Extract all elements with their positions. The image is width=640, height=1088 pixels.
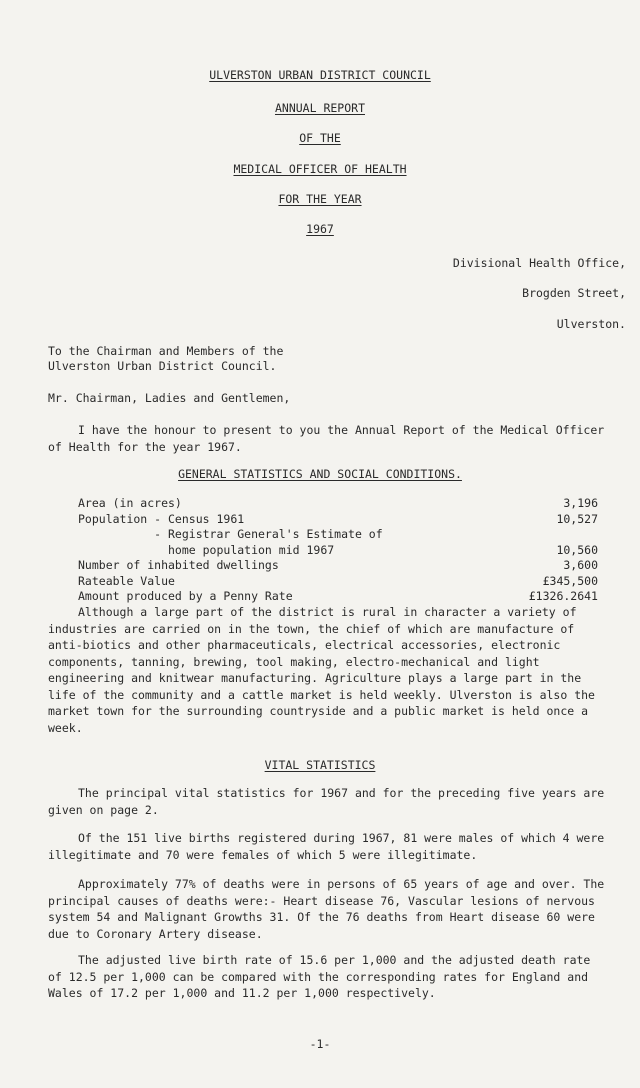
officer-title: MEDICAL OFFICER OF HEALTH <box>233 162 407 176</box>
for-the-year: FOR THE YEAR <box>278 192 362 206</box>
vital-statistics-heading: VITAL STATISTICS <box>264 758 376 772</box>
addressee-line-2: Ulverston Urban District Council. <box>48 359 277 373</box>
stat-row: Number of inhabited dwellings 3,600 <box>78 558 598 572</box>
general-statistics-table <box>78 496 598 605</box>
address-line-1: Divisional Health Office, <box>452 256 626 270</box>
vital-paragraph-4: The adjusted live birth rate of 15.6 per 1,000 and the adjusted death rate of 12.5 per 1,000 can be compared with the corresponding rates for England and Wales of 17.2 per 1,000 and 11.2 per 1,000 respectively. <box>48 953 591 1000</box>
stat-row: - Registrar General's Estimate of <box>78 527 383 541</box>
report-year: 1967 <box>306 222 334 236</box>
council-title: ULVERSTON URBAN DISTRICT COUNCIL <box>209 68 431 82</box>
address-line-3: Ulverston. <box>556 317 626 331</box>
stat-row: home population mid 1967 10,560 <box>78 542 598 557</box>
addressee-line-1: To the Chairman and Members of the <box>48 344 284 358</box>
vital-paragraph-1: The principal vital statistics for 1967 and for the preceding five years are given on page 2. <box>48 786 605 817</box>
vital-paragraph-2: Of the 151 live births registered during 1967, 81 were males of which 4 were illegitimate and 70 were females of which 5 were illegitimate. <box>48 831 605 862</box>
greeting: Mr. Chairman, Ladies and Gentlemen, <box>48 391 291 405</box>
stat-row: Amount produced by a Penny Rate £1326.2641 <box>78 589 598 603</box>
report-title: ANNUAL REPORT <box>274 101 365 115</box>
social-conditions-paragraph: Although a large part of the district is rural in character a variety of industries are carried on in the town, the chief of which are manufacture of anti-biotics and other pharmaceuticals, electrical accessories, electronic components, tanning, brewing, tool making, electro-mechanical and light engineering and knitwear manufacturing. Agriculture plays a large part in the life of the community and a cattle market is held weekly. Ulverston is also the market town for the surrounding countryside and a public market is held once a week. <box>48 605 595 735</box>
vital-paragraph-3: Approximately 77% of deaths were in persons of 65 years of age and over. The principal causes of deaths were:- Heart disease 76, Vascular lesions of nervous system 54 and Malignant Growths 31. Of the 76 deaths from Heart disease 60 were due to Coronary Artery disease. <box>48 877 605 941</box>
of-the-line: OF THE <box>299 131 341 145</box>
stat-row: Population - Census 1961 10,527 <box>78 511 598 526</box>
stat-row: Area (in acres) 3,196 <box>78 496 598 510</box>
intro-paragraph: I have the honour to present to you the Annual Report of the Medical Officer of Health for the year 1967. <box>48 423 605 454</box>
general-statistics-heading: GENERAL STATISTICS AND SOCIAL CONDITIONS. <box>178 467 462 481</box>
stat-row: Rateable Value £345,500 <box>78 573 598 588</box>
address-line-2: Brogden Street, <box>522 286 626 300</box>
page-number: -1- <box>309 1037 331 1051</box>
